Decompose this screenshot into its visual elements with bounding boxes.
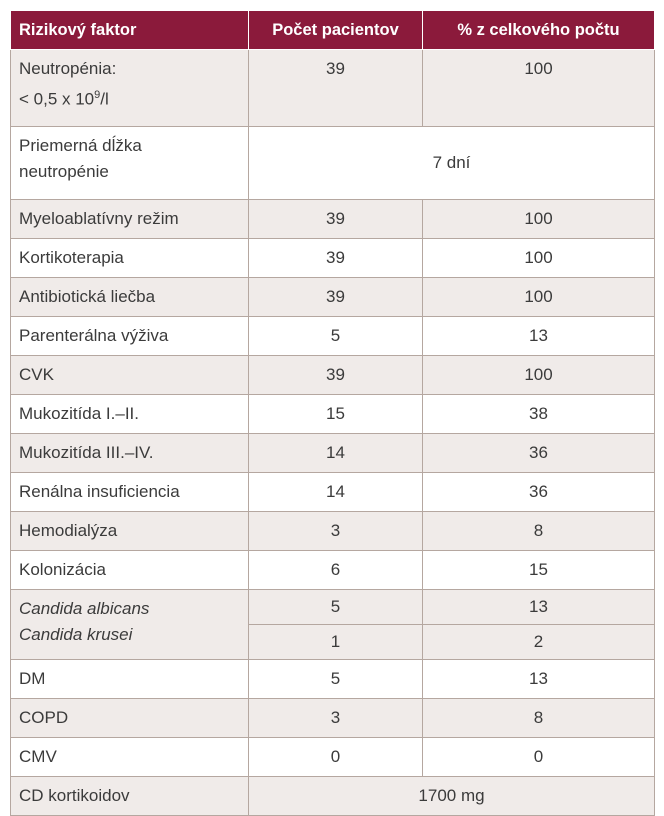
table-header-row	[11, 11, 655, 50]
table-row	[11, 317, 655, 356]
row-label-line1: Neutropénia:	[19, 59, 117, 78]
row-percent: 100	[423, 239, 655, 278]
header-risk-factor: Rizikový faktor	[11, 11, 249, 50]
table-row	[11, 50, 655, 127]
row-percent: 36	[423, 434, 655, 473]
row-percent: 15	[423, 551, 655, 590]
table-row	[11, 512, 655, 551]
row-label: Kortikoterapia	[11, 239, 249, 278]
row-label-tail: /l	[100, 89, 109, 109]
row-label: Mukozitída III.–IV.	[11, 434, 249, 473]
row-label: Hemodialýza	[11, 512, 249, 551]
row-count: 5	[249, 660, 423, 699]
row-label-line2: neutropénie	[19, 162, 109, 181]
row-count: 14	[249, 434, 423, 473]
row-label: Myeloablatívny režim	[11, 200, 249, 239]
row-count: 6	[249, 551, 423, 590]
row-label-line2: < 0,5 x 10	[19, 89, 95, 109]
row-count: 3	[249, 699, 423, 738]
row-label: Parenterálna výživa	[11, 317, 249, 356]
row-merged-value: 7 dní	[249, 127, 655, 200]
table-row	[11, 590, 655, 625]
row-percent: 13	[423, 590, 655, 625]
table-row	[11, 127, 655, 200]
row-percent: 36	[423, 473, 655, 512]
row-label: Antibiotická liečba	[11, 278, 249, 317]
table-row	[11, 551, 655, 590]
row-percent: 100	[423, 50, 655, 127]
row-count: 1	[249, 625, 423, 660]
table-row	[11, 738, 655, 777]
row-count: 3	[249, 512, 423, 551]
header-patient-count: Počet pacientov	[249, 11, 423, 50]
row-percent: 38	[423, 395, 655, 434]
table-row	[11, 434, 655, 473]
row-count: 39	[249, 200, 423, 239]
row-label: CVK	[11, 356, 249, 395]
header-percent-total: % z celkového počtu	[423, 11, 655, 50]
row-percent: 100	[423, 356, 655, 395]
row-count: 0	[249, 738, 423, 777]
row-label: Mukozitída I.–II.	[11, 395, 249, 434]
row-percent: 0	[423, 738, 655, 777]
row-count: 14	[249, 473, 423, 512]
row-label: Kolonizácia	[11, 551, 249, 590]
row-label: DM	[11, 660, 249, 699]
risk-factor-table-container	[10, 10, 654, 805]
table-row	[11, 473, 655, 512]
row-label-line1: Priemerná dĺžka	[19, 136, 142, 155]
row-label	[11, 50, 249, 127]
row-count: 39	[249, 278, 423, 317]
table-row	[11, 200, 655, 239]
table-row	[11, 239, 655, 278]
row-percent: 100	[423, 278, 655, 317]
row-count: 39	[249, 356, 423, 395]
row-label: CMV	[11, 738, 249, 777]
row-count: 39	[249, 50, 423, 127]
table-row	[11, 395, 655, 434]
table-row	[11, 699, 655, 738]
row-label: COPD	[11, 699, 249, 738]
row-label: CD kortikoidov	[11, 777, 249, 816]
row-percent: 2	[423, 625, 655, 660]
table-row	[11, 278, 655, 317]
row-label	[11, 590, 249, 660]
row-label-line1: Candida albicans	[19, 599, 150, 618]
row-percent: 13	[423, 660, 655, 699]
row-count: 5	[249, 317, 423, 356]
row-percent: 13	[423, 317, 655, 356]
table-row	[11, 660, 655, 699]
risk-factor-table	[10, 10, 655, 816]
table-row	[11, 356, 655, 395]
row-percent: 8	[423, 699, 655, 738]
row-label-sup: 9	[94, 89, 101, 101]
table-row	[11, 777, 655, 816]
row-label-line2: Candida krusei	[19, 625, 133, 644]
row-percent: 100	[423, 200, 655, 239]
row-count: 39	[249, 239, 423, 278]
row-percent: 8	[423, 512, 655, 551]
row-merged-value: 1700 mg	[249, 777, 655, 816]
row-label: Renálna insuficiencia	[11, 473, 249, 512]
row-label	[11, 127, 249, 200]
row-count: 15	[249, 395, 423, 434]
row-count: 5	[249, 590, 423, 625]
